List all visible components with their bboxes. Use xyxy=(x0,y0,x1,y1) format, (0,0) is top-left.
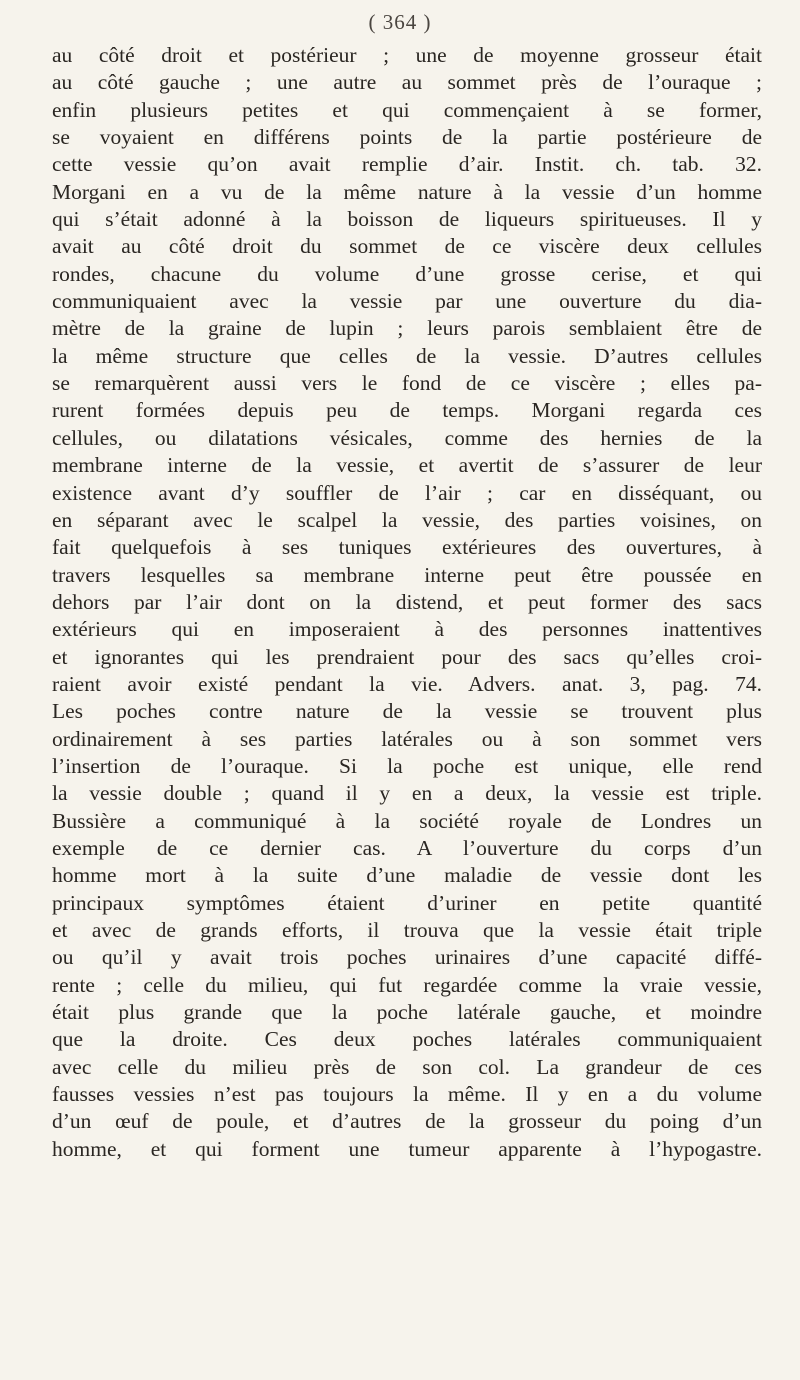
text-line: rente ; celle du milieu, qui fut regardée comme la vraie vessie, xyxy=(52,972,762,997)
text-line: Morgani en a vu de la même nature à la vessie d’un homme xyxy=(52,179,762,204)
text-line: et ignorantes qui les prendraient pour des sacs qu’elles croi- xyxy=(52,644,762,669)
text-line: homme, et qui forment une tumeur apparente à l’hypogastre. xyxy=(52,1136,762,1161)
text-line: se voyaient en différens points de la partie postérieure de xyxy=(52,125,762,150)
text-line: cette vessie qu’on avait remplie d’air. Instit. ch. tab. 32. xyxy=(52,152,762,177)
text-line: dehors par l’air dont on la distend, et peut former des sacs xyxy=(52,589,762,614)
text-line: se remarquèrent aussi vers le fond de ce viscère ; elles pa- xyxy=(52,371,762,396)
body-text xyxy=(52,42,762,1163)
text-line: fait quelquefois à ses tuniques extérieures des ouvertures, à xyxy=(52,535,762,560)
text-line: fausses vessies n’est pas toujours la même. Il y en a du volume xyxy=(52,1082,762,1107)
text-line: cellules, ou dilatations vésicales, comme des hernies de la xyxy=(52,425,762,450)
text-line: homme mort à la suite d’une maladie de vessie dont les xyxy=(52,863,762,888)
text-line: la vessie double ; quand il y en a deux, la vessie est triple. xyxy=(52,781,762,806)
text-line: que la droite. Ces deux poches latérales communiquaient xyxy=(52,1027,762,1052)
text-line: extérieurs qui en imposeraient à des personnes inattentives xyxy=(52,617,762,642)
text-line: ordinairement à ses parties latérales ou à son sommet vers xyxy=(52,726,762,751)
text-line: membrane interne de la vessie, et avertit de s’assurer de leur xyxy=(52,453,762,478)
text-line: qui s’était adonné à la boisson de liqueurs spiritueuses. Il y xyxy=(52,207,762,232)
text-line: exemple de ce dernier cas. A l’ouverture du corps d’un xyxy=(52,835,762,860)
page-number: ( 364 ) xyxy=(368,10,432,34)
text-line: enfin plusieurs petites et qui commençaient à se former, xyxy=(52,97,762,122)
text-line: et avec de grands efforts, il trouva que la vessie était triple xyxy=(52,918,762,942)
text-line: Les poches contre nature de la vessie se trouvent plus xyxy=(52,699,762,724)
text-line: l’insertion de l’ouraque. Si la poche est unique, elle rend xyxy=(52,753,762,778)
text-line: ou qu’il y avait trois poches urinaires d’une capacité diffé- xyxy=(52,945,762,970)
text-line: en séparant avec le scalpel la vessie, des parties voisines, on xyxy=(52,507,762,532)
text-line: rurent formées depuis peu de temps. Morgani regarda ces xyxy=(52,398,762,423)
text-line: avec celle du milieu près de son col. La grandeur de ces xyxy=(52,1054,762,1079)
text-line: rondes, chacune du volume d’une grosse cerise, et qui xyxy=(52,261,762,286)
text-line: au côté gauche ; une autre au sommet près de l’ouraque ; xyxy=(52,70,762,95)
text-line: principaux symptômes étaient d’uriner en petite quantité xyxy=(52,890,762,915)
text-line: avait au côté droit du sommet de ce viscère deux cellules xyxy=(52,234,762,259)
text-line: raient avoir existé pendant la vie. Advers. anat. 3, pag. 74. xyxy=(52,671,762,696)
text-line: Bussière a communiqué à la société royale de Londres un xyxy=(52,808,762,833)
text-line: mètre de la graine de lupin ; leurs parois semblaient être de xyxy=(52,316,762,341)
text-line: la même structure que celles de la vessie. D’autres cellules xyxy=(52,343,762,368)
text-line: existence avant d’y souffler de l’air ; car en disséquant, ou xyxy=(52,480,762,505)
text-line: travers lesquelles sa membrane interne peut être poussée en xyxy=(52,562,762,587)
text-line: au côté droit et postérieur ; une de moyenne grosseur était xyxy=(52,43,762,67)
text-line: d’un œuf de poule, et d’autres de la grosseur du poing d’un xyxy=(52,1109,762,1134)
text-line: communiquaient avec la vessie par une ouverture du dia- xyxy=(52,289,762,314)
text-line: était plus grande que la poche latérale gauche, et moindre xyxy=(52,1000,762,1025)
